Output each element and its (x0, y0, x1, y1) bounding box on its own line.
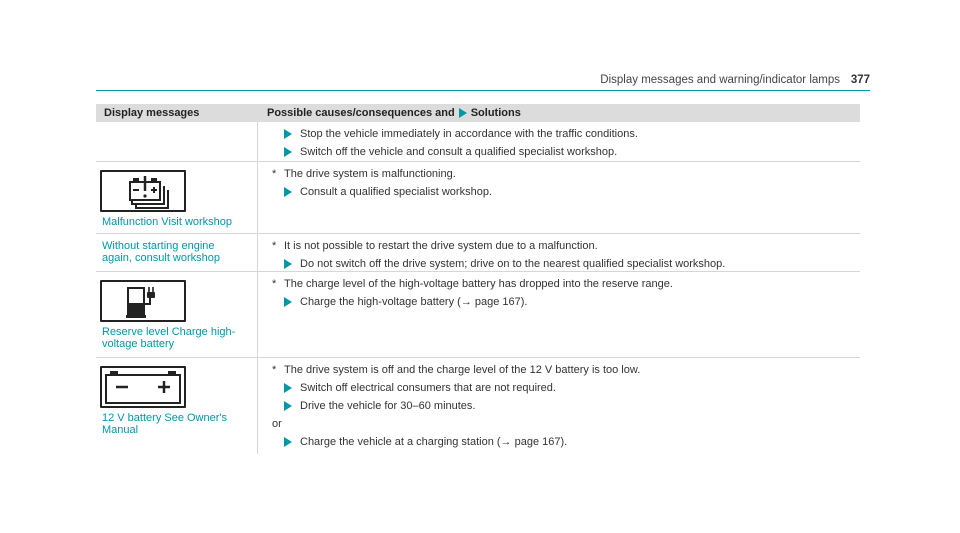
action-arrow-icon (284, 187, 292, 197)
display-message: Without starting engine again, consult workshop (102, 240, 221, 264)
page-number: 377 (850, 74, 870, 86)
message-cell (96, 234, 258, 271)
display-message: Malfunction Visit workshop (102, 216, 233, 228)
12v-battery-icon (100, 366, 186, 408)
cause-text: * The drive system is off and the charge level of the 12 V battery is too low. (272, 364, 641, 376)
table-row (96, 122, 860, 162)
header-rule (96, 90, 870, 91)
message-cell (96, 122, 258, 161)
table-row (96, 162, 860, 234)
table-header (96, 104, 860, 122)
messages-table (96, 104, 860, 454)
action-arrow-icon (284, 437, 292, 447)
solution-step: Stop the vehicle immediately in accordance with the traffic conditions. (272, 128, 860, 140)
table-row (96, 234, 860, 272)
solution-step: Do not switch off the drive system; drive on to the nearest qualified specialist workshop. (272, 258, 860, 270)
message-cell (96, 272, 258, 357)
cause-text: * The drive system is malfunctioning. (272, 168, 456, 180)
action-arrow-icon (284, 383, 292, 393)
solution-cell (258, 162, 860, 233)
col-causes-solutions: Possible causes/consequences and Solutions (267, 107, 521, 119)
action-arrow-icon (284, 401, 292, 411)
solution-cell (258, 358, 860, 454)
display-message: 12 V battery See Owner's Manual (102, 412, 227, 436)
solution-step: Charge the high-voltage battery (→ page 167). (272, 296, 860, 308)
solution-cell (258, 272, 860, 357)
solution-step: Consult a qualified specialist workshop. (272, 186, 860, 198)
col-display-messages: Display messages (104, 107, 200, 119)
charging-station-icon (100, 280, 186, 322)
table-row (96, 358, 860, 454)
solution-step: Switch off the vehicle and consult a qualified specialist workshop. (272, 146, 860, 158)
solution-cell (258, 234, 860, 271)
action-arrow-icon (284, 129, 292, 139)
or-text: or (272, 418, 282, 430)
solution-step: Charge the vehicle at a charging station (→ page 167). (272, 436, 860, 448)
solution-cell (258, 122, 860, 161)
solution-step: Switch off electrical consumers that are not required. (272, 382, 860, 394)
solution-step: Drive the vehicle for 30–60 minutes. (272, 400, 860, 412)
hv-battery-fault-icon (100, 170, 186, 212)
table-row (96, 272, 860, 358)
message-cell (96, 358, 258, 454)
cause-text: * It is not possible to restart the drive system due to a malfunction. (272, 240, 598, 252)
action-arrow-icon (459, 108, 467, 118)
action-arrow-icon (284, 297, 292, 307)
message-cell (96, 162, 258, 233)
action-arrow-icon (284, 147, 292, 157)
display-message: Reserve level Charge high- voltage battery (102, 326, 236, 350)
section-title: Display messages and warning/indicator lamps (600, 74, 840, 86)
action-arrow-icon (284, 259, 292, 269)
cause-text: * The charge level of the high-voltage battery has dropped into the reserve range. (272, 278, 673, 290)
page-header (600, 74, 870, 90)
